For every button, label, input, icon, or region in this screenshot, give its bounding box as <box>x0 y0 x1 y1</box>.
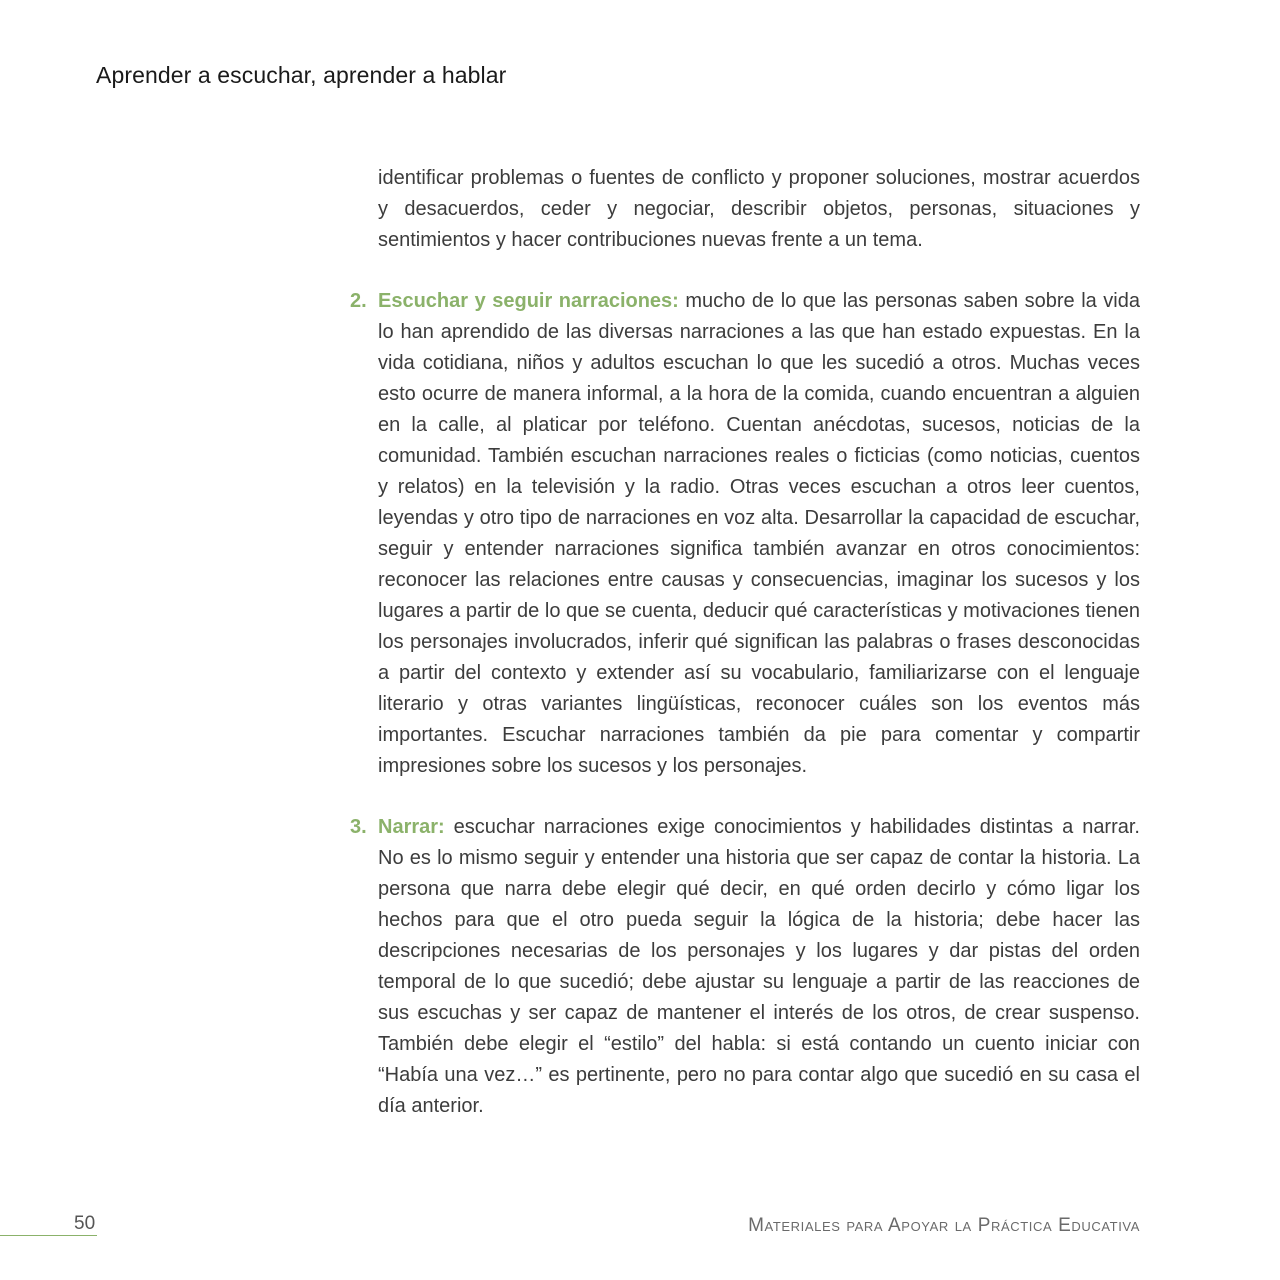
list-item-text: escuchar narraciones exige conocimientos y habilidades distintas a narrar. No es lo mismo seguir y entender una historia que ser capaz de contar la historia. La persona que narra debe elegir qué decir, en qué orden decirlo y cómo ligar los hechos para que el otro pueda seguir la lógica de la historia; debe hacer las descripciones necesarias de los personajes y los lugares y dar pistas del orden temporal de lo que sucedió; debe ajustar su lenguaje a partir de las reacciones de sus escuchas y ser capaz de mantener el interés de los otros, de crear suspenso. También debe elegir el “estilo” del habla: si está contando un cuento iniciar con “Había una vez…” es pertinente, pero no para contar algo que sucedió en su casa el día anterior. <box>378 816 1140 1117</box>
list-item-term: Escuchar y seguir narraciones: <box>378 290 679 312</box>
list-item-narrar <box>350 812 1140 1122</box>
list-item-escuchar-narraciones <box>350 286 1140 782</box>
list-item-number: 2. <box>350 290 367 312</box>
running-head-title: Aprender a escuchar, aprender a hablar <box>96 62 507 88</box>
list-item-text: mucho de lo que las personas saben sobre la vida lo han aprendido de las diversas narraciones a las que han estado expuestas. En la vida cotidiana, niños y adultos escuchan lo que les sucedió a otros. Muchas veces esto ocurre de manera informal, a la hora de la comida, cuando encuentran a alguien en la calle, al platicar por teléfono. Cuentan anécdotas, sucesos, noticias de la comunidad. También escuchan narraciones reales o ficticias (como noticias, cuentos y relatos) en la televisión y la radio. Otras veces escuchan a otros leer cuentos, leyendas y otro tipo de narraciones en voz alta. Desarrollar la capacidad de escuchar, seguir y entender narraciones significa también avanzar en otros conocimientos: reconocer las relaciones entre causas y consecuencias, imaginar los sucesos y los lugares a partir de lo que se cuenta, deducir qué características y motivaciones tienen los personajes involucrados, inferir qué significan las palabras o frases desconocidas a partir del contexto y extender así su vocabulario, familiarizarse con el lenguaje literario y otras variantes lingüísticas, reconocer cuáles son los eventos más importantes. Escuchar narraciones también da pie para comentar y compartir impresiones sobre los sucesos y los personajes. <box>378 290 1140 777</box>
series-title: Materiales para Apoyar la Práctica Educativa <box>748 1215 1140 1236</box>
list-item-number: 3. <box>350 816 367 838</box>
page-number: 50 <box>74 1213 96 1234</box>
main-text-column <box>350 163 1140 1122</box>
list-item-term: Narrar: <box>378 816 445 838</box>
continuation-paragraph: identificar problemas o fuentes de conflicto y proponer soluciones, mostrar acuerdos y desacuerdos, ceder y negociar, describir objetos, personas, situaciones y sentimientos y hacer contribuciones nuevas frente a un tema. <box>378 167 1140 251</box>
footer-rule <box>0 1235 97 1236</box>
